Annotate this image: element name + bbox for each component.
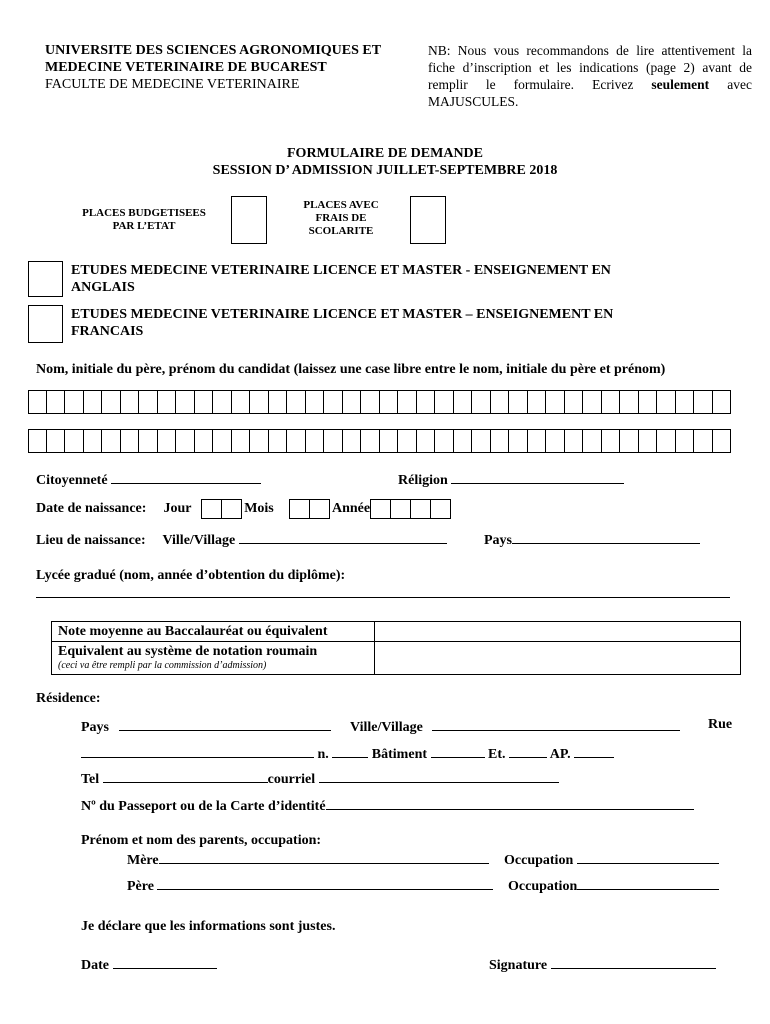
citizenship-row (36, 469, 261, 489)
name-char-box[interactable] (565, 429, 584, 453)
form-title-line2: SESSION D’ ADMISSION JUILLET-SEPTEMBRE 2018 (212, 163, 558, 178)
religion-label: Réligion (398, 473, 448, 488)
father-field[interactable] (157, 875, 493, 890)
name-char-box[interactable] (417, 390, 436, 414)
name-char-box[interactable] (657, 429, 676, 453)
name-char-box[interactable] (361, 390, 380, 414)
name-char-box[interactable] (121, 429, 140, 453)
highschool-label: Lycée gradué (nom, année d’obtention du diplôme): (36, 568, 346, 583)
name-char-box[interactable] (84, 429, 103, 453)
signature-label: Signature (489, 958, 548, 973)
citizenship-field[interactable] (111, 469, 261, 484)
nb-text-1: NB: Nous vous recommandons de lire attentivement la fiche d’inscription et les indications (page 2) avant de remplir le formulaire. Ecrivez (428, 43, 752, 92)
name-char-box[interactable] (694, 390, 713, 414)
name-char-box[interactable] (65, 390, 84, 414)
mother-occupation-field[interactable] (577, 849, 719, 864)
tel-field[interactable] (103, 768, 268, 783)
number-field[interactable] (332, 743, 368, 758)
fee-places-line1: PLACES AVEC (303, 199, 379, 211)
candidate-name-grid-row2[interactable] (28, 429, 731, 453)
residence-country-field[interactable] (119, 716, 331, 731)
residence-address-row (81, 743, 614, 763)
birth-country-row (484, 529, 700, 549)
street-field[interactable] (81, 743, 314, 758)
name-char-box[interactable] (676, 390, 695, 414)
name-char-box[interactable] (361, 429, 380, 453)
name-char-box[interactable] (583, 429, 602, 453)
residence-country-label: Pays (81, 720, 109, 735)
name-char-box[interactable] (546, 390, 565, 414)
father-occupation-label: Occupation (508, 879, 578, 894)
father-row (127, 875, 493, 895)
english-studies-checkbox[interactable] (28, 261, 63, 297)
name-char-box[interactable] (287, 390, 306, 414)
name-char-box[interactable] (380, 390, 399, 414)
name-char-box[interactable] (28, 429, 47, 453)
name-char-box[interactable] (102, 429, 121, 453)
year-label: Année (331, 501, 371, 517)
name-char-box[interactable] (639, 429, 658, 453)
candidate-name-grid-row1[interactable] (28, 390, 731, 414)
declaration-text: Je déclare que les informations sont justes. (81, 919, 336, 934)
number-label: n. (317, 747, 329, 762)
name-char-box[interactable] (639, 390, 658, 414)
name-char-box[interactable] (620, 390, 639, 414)
residence-city-label: Ville/Village (350, 720, 423, 735)
day-input[interactable] (201, 501, 241, 516)
name-char-box[interactable] (435, 429, 454, 453)
birth-city-field[interactable] (239, 529, 447, 544)
father-label: Père (127, 879, 154, 894)
name-char-box[interactable] (602, 429, 621, 453)
name-char-box[interactable] (250, 390, 269, 414)
date-row (81, 954, 217, 974)
passport-field[interactable] (326, 795, 694, 810)
name-char-box[interactable] (250, 429, 269, 453)
name-char-box[interactable] (380, 429, 399, 453)
name-char-box[interactable] (195, 429, 214, 453)
year-input[interactable] (370, 501, 450, 516)
residence-city-row (350, 716, 680, 736)
birth-date-label: Date de naissance: (36, 501, 147, 517)
form-title-line1: FORMULAIRE DE DEMANDE (287, 146, 483, 161)
street-label: Rue (708, 717, 733, 732)
name-char-box[interactable] (232, 390, 251, 414)
name-char-box[interactable] (47, 429, 66, 453)
name-char-box[interactable] (343, 429, 362, 453)
name-char-box[interactable] (398, 429, 417, 453)
name-char-box[interactable] (121, 390, 140, 414)
passport-label: Nº du Passeport ou de la Carte d’identité (81, 799, 326, 814)
budget-places-checkbox[interactable] (231, 196, 267, 244)
name-char-box[interactable] (657, 390, 676, 414)
building-label: Bâtiment (371, 747, 428, 762)
day-label: Jour (163, 501, 192, 517)
name-char-box[interactable] (306, 390, 325, 414)
name-char-box[interactable] (269, 390, 288, 414)
name-char-box[interactable] (176, 390, 195, 414)
romanian-equivalent-note: (ceci va être rempli par la commission d’admission) (58, 660, 267, 671)
birth-place-label: Lieu de naissance: (36, 533, 146, 548)
parents-label: Prénom et nom des parents, occupation: (81, 833, 322, 848)
name-char-box[interactable] (713, 429, 732, 453)
fee-places-line2: FRAIS DE (315, 212, 367, 224)
budget-places-line2: PAR L’ETAT (112, 220, 176, 232)
birth-country-field[interactable] (512, 529, 700, 544)
name-char-box[interactable] (491, 390, 510, 414)
name-char-box[interactable] (269, 429, 288, 453)
signature-field[interactable] (551, 954, 716, 969)
candidate-name-label: Nom, initiale du père, prénom du candidat (laissez une case libre entre le nom, initiale du père et prénom) (36, 362, 666, 377)
french-studies-line2: FRANCAIS (71, 324, 144, 339)
romanian-equivalent-field[interactable] (375, 642, 741, 675)
apartment-label: AP. (549, 747, 571, 762)
french-studies-label (71, 306, 691, 340)
citizenship-label: Citoyenneté (36, 473, 108, 488)
religion-field[interactable] (451, 469, 624, 484)
mother-field[interactable] (159, 849, 489, 864)
name-char-box[interactable] (176, 429, 195, 453)
father-occupation-row (508, 875, 719, 895)
date-label: Date (81, 958, 109, 973)
budget-places-line1: PLACES BUDGETISEES (82, 207, 206, 219)
name-char-box[interactable] (158, 429, 177, 453)
name-char-box[interactable] (213, 390, 232, 414)
name-char-box[interactable] (472, 429, 491, 453)
name-char-box[interactable] (472, 390, 491, 414)
email-label: courriel (267, 772, 316, 787)
name-char-box[interactable] (28, 390, 47, 414)
mother-label: Mère (127, 853, 159, 868)
name-char-box[interactable] (343, 390, 362, 414)
bac-grade-field[interactable] (375, 622, 741, 642)
name-char-box[interactable] (509, 429, 528, 453)
name-char-box[interactable] (102, 390, 121, 414)
english-studies-line1: ETUDES MEDECINE VETERINAIRE LICENCE ET MASTER - ENSEIGNEMENT EN (71, 263, 611, 278)
name-char-box[interactable] (84, 390, 103, 414)
english-studies-label (71, 262, 691, 296)
name-char-box[interactable] (324, 429, 343, 453)
birth-country-label: Pays (484, 533, 512, 548)
name-char-box[interactable] (676, 429, 695, 453)
name-char-box[interactable] (565, 390, 584, 414)
name-char-box[interactable] (528, 429, 547, 453)
name-char-box[interactable] (454, 429, 473, 453)
email-field[interactable] (319, 768, 559, 783)
name-char-box[interactable] (324, 390, 343, 414)
name-char-box[interactable] (713, 390, 732, 414)
date-field[interactable] (113, 954, 217, 969)
form-title (0, 145, 770, 179)
french-studies-line1: ETUDES MEDECINE VETERINAIRE LICENCE ET MASTER – ENSEIGNEMENT EN (71, 307, 614, 322)
faculty-name: FACULTE DE MEDECINE VETERINAIRE (45, 77, 300, 92)
passport-row (81, 795, 694, 815)
building-field[interactable] (431, 743, 485, 758)
month-input[interactable] (289, 501, 329, 516)
contact-row (81, 768, 559, 788)
bac-grade-label: Note moyenne au Baccalauréat ou équivalent (52, 622, 375, 642)
nb-text-2: avec MAJUSCULES. (428, 77, 752, 109)
romanian-equivalent-cell (52, 642, 375, 675)
floor-field[interactable] (509, 743, 547, 758)
grades-table (51, 621, 741, 675)
budget-places-label (60, 207, 228, 233)
name-char-box[interactable] (158, 390, 177, 414)
name-char-box[interactable] (65, 429, 84, 453)
name-char-box[interactable] (287, 429, 306, 453)
name-char-box[interactable] (435, 390, 454, 414)
residence-city-field[interactable] (432, 716, 680, 731)
birth-city-label: Ville/Village (162, 533, 236, 548)
name-char-box[interactable] (417, 429, 436, 453)
university-name-line1: UNIVERSITE DES SCIENCES AGRONOMIQUES ET (45, 43, 382, 58)
name-char-box[interactable] (398, 390, 417, 414)
name-char-box[interactable] (528, 390, 547, 414)
nb-notice (428, 42, 752, 110)
floor-label: Et. (488, 747, 506, 762)
father-occupation-field[interactable] (577, 875, 719, 890)
highschool-field[interactable] (36, 597, 730, 598)
name-char-box[interactable] (139, 390, 158, 414)
name-char-box[interactable] (306, 429, 325, 453)
name-char-box[interactable] (47, 390, 66, 414)
name-char-box[interactable] (195, 390, 214, 414)
birth-date-row (36, 499, 450, 519)
name-char-box[interactable] (583, 390, 602, 414)
fee-places-line3: SCOLARITE (308, 225, 374, 237)
residence-country-row (81, 716, 331, 736)
month-label: Mois (244, 501, 274, 517)
nb-text-bold: seulement (651, 77, 710, 92)
name-char-box[interactable] (546, 429, 565, 453)
name-char-box[interactable] (232, 429, 251, 453)
name-char-box[interactable] (213, 429, 232, 453)
university-name-line2: MEDECINE VETERINAIRE DE BUCAREST (45, 60, 327, 75)
english-studies-line2: ANGLAIS (71, 280, 135, 295)
mother-occupation-label: Occupation (504, 853, 574, 868)
mother-row (127, 849, 489, 869)
tel-label: Tel (81, 772, 100, 787)
apartment-field[interactable] (574, 743, 614, 758)
romanian-equivalent-label: Equivalent au système de notation roumain (58, 644, 318, 659)
university-header (45, 42, 425, 93)
name-char-box[interactable] (509, 390, 528, 414)
name-char-box[interactable] (454, 390, 473, 414)
religion-row (398, 469, 624, 489)
name-char-box[interactable] (694, 429, 713, 453)
name-char-box[interactable] (491, 429, 510, 453)
fee-places-label (282, 199, 400, 238)
name-char-box[interactable] (602, 390, 621, 414)
fee-places-checkbox[interactable] (410, 196, 446, 244)
french-studies-checkbox[interactable] (28, 305, 63, 343)
residence-label: Résidence: (36, 691, 101, 706)
name-char-box[interactable] (620, 429, 639, 453)
signature-row (489, 954, 716, 974)
mother-occupation-row (504, 849, 719, 869)
birth-place-row (36, 529, 447, 549)
name-char-box[interactable] (139, 429, 158, 453)
